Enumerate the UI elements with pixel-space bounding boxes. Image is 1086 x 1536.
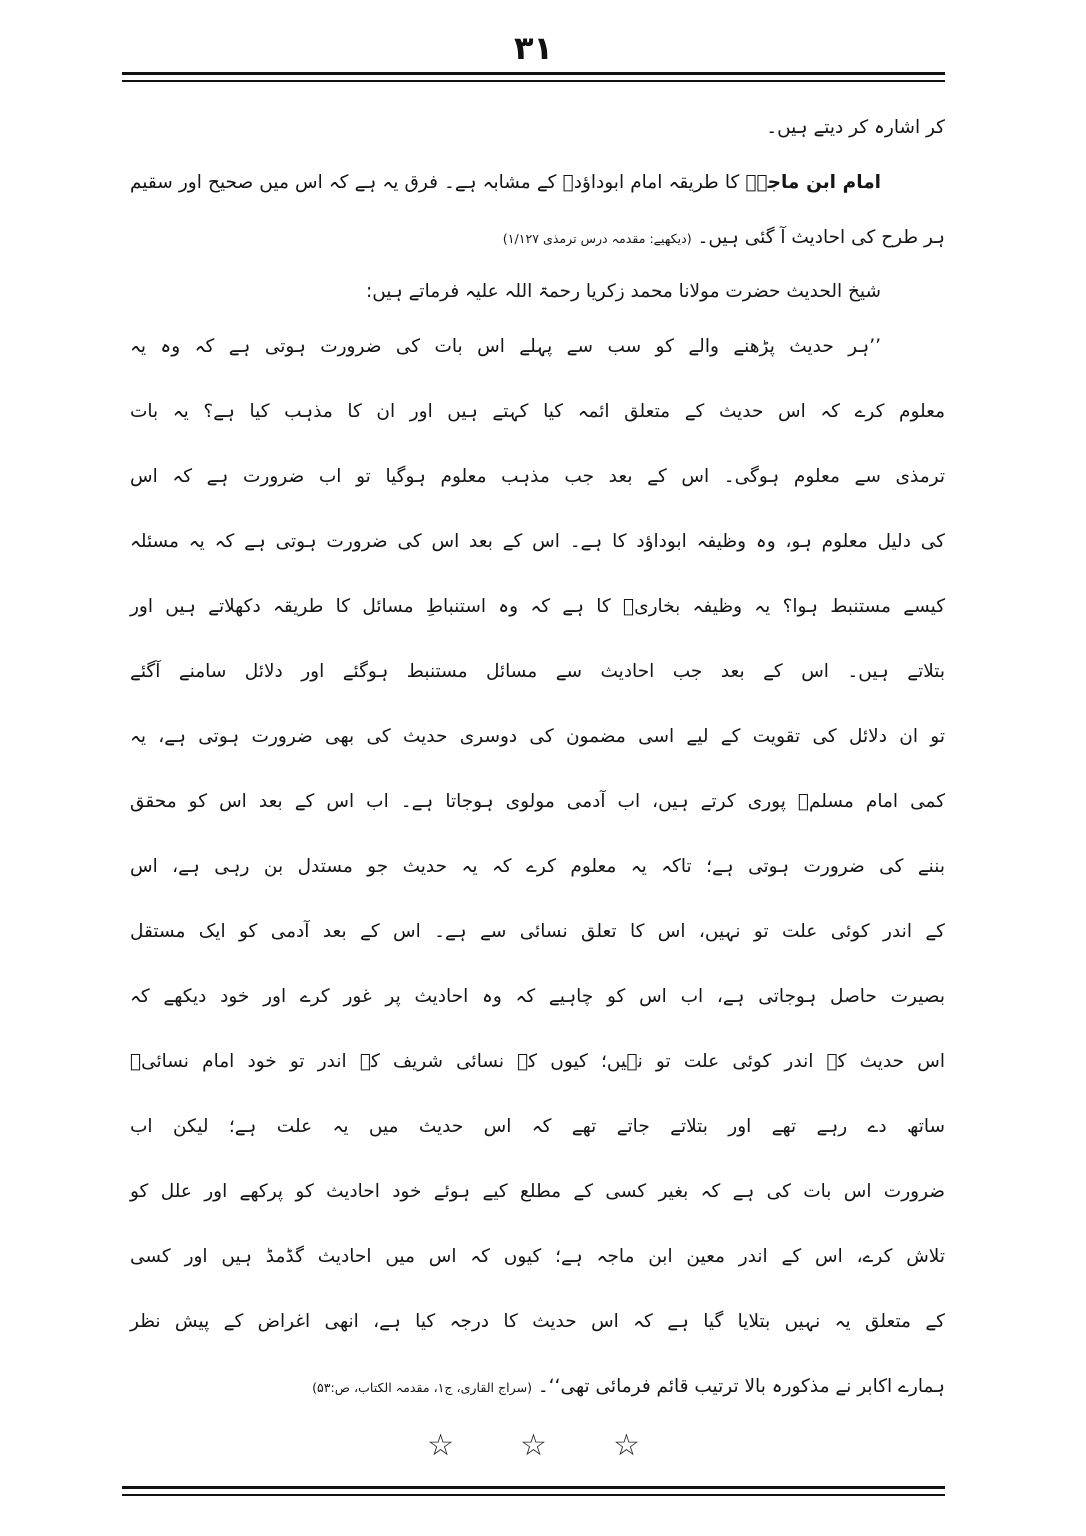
top-double-rule bbox=[122, 72, 945, 82]
section-end-ornament bbox=[122, 1422, 945, 1468]
star-ornament-icon: ☆ bbox=[612, 1427, 640, 1463]
quote-line: معلوم کرے کہ اس حدیث کے متعلق ائمہ کیا کہتے ہیں اور ان کا مذہب کیا ہے؟ یہ بات bbox=[130, 401, 945, 422]
quote-line: ساتھ دے رہے تھے اور بتلاتے جاتے تھے کہ اس حدیث میں یہ علت ہے؛ لیکن اب bbox=[130, 1116, 945, 1137]
quote-line: ’’ہر حدیث پڑھنے والے کو سب سے پہلے اس بات کی ضرورت ہوتی ہے کہ وہ یہ bbox=[130, 336, 881, 357]
quote-intro-line: شیخ الحدیث حضرت مولانا محمد زکریا رحمۃ اللہ علیہ فرماتے ہیں: bbox=[365, 281, 881, 302]
citation-siraj-ul-qari: (سراج القاری، ج۱، مقدمہ الکتاب، ص:۵۳) bbox=[312, 1380, 533, 1395]
quote-line: تو ان دلائل کی تقویت کے لیے اسی مضمون کی دوسری حدیث کی بھی ضرورت ہوتی ہے، یہ bbox=[130, 726, 945, 747]
ibn-majah-line-1 bbox=[130, 155, 945, 211]
bottom-double-rule bbox=[122, 1486, 945, 1496]
quote-line: ترمذی سے معلوم ہوگی۔ اس کے بعد جب مذہب معلوم ہوگیا تو اب ضرورت ہے کہ اس bbox=[130, 466, 945, 487]
quote-line: کے اندر کوئی علت تو نہیں، اس کا تعلق نسائی سے ہے۔ اس کے بعد آدمی کو ایک مستقل bbox=[130, 921, 945, 942]
quote-line: ضرورت اس بات کی ہے کہ بغیر کسی کے مطلع کیے ہوئے خود احادیث کو پرکھے اور علل کو bbox=[130, 1181, 945, 1202]
ibn-majah-name: امام ابن ماجہؒ bbox=[745, 172, 881, 193]
quote-line: کمی امام مسلمؒ پوری کرتے ہیں، اب آدمی مولوی ہوجاتا ہے۔ اب اس کے بعد اس کو محقق bbox=[130, 791, 945, 812]
quote-last-line bbox=[130, 1359, 945, 1415]
quote-line: کیسے مستنبط ہوا؟ یہ وظیفہ بخاریؒ کا ہے کہ وہ استنباطِ مسائل کا طریقہ دکھلاتے ہیں اور bbox=[130, 596, 945, 617]
ibn-majah-line-1-text: کا طریقہ امام ابوداؤدؒ کے مشابہ ہے۔ فرق یہ ہے کہ اس میں صحیح اور سقیم bbox=[130, 172, 740, 193]
star-ornament-icon: ☆ bbox=[427, 1427, 455, 1463]
quote-line: کے متعلق یہ نہیں بتلایا گیا ہے کہ اس حدیث کا درجہ کیا ہے، انھی اغراض کے پیش نظر bbox=[130, 1311, 945, 1332]
quote-line: کی دلیل معلوم ہو، وہ وظیفہ ابوداؤد کا ہے۔ اس کے بعد اس کی ضرورت ہوتی ہے کہ یہ مسئلہ bbox=[130, 531, 945, 552]
star-ornament-icon: ☆ bbox=[520, 1427, 547, 1463]
quote-last-line-text: ہمارے اکابر نے مذکورہ بالا ترتیب قائم فرمائی تھی‘‘۔ bbox=[537, 1376, 945, 1397]
quote-line: اس حدیث کے اندر کوئی علت تو نہیں؛ کیوں کہ نسائی شریف کے اندر تو خود امام نسائیؒ bbox=[130, 1051, 945, 1072]
quote-line: بننے کی ضرورت ہوتی ہے؛ تاکہ یہ معلوم کرے کہ یہ حدیث جو مستدل بن رہی ہے، اس bbox=[130, 856, 945, 877]
quote-line: بتلاتے ہیں۔ اس کے بعد جب احادیث سے مسائل مستنبط ہوگئے اور دلائل سامنے آگئے bbox=[130, 661, 945, 682]
ibn-majah-line-2 bbox=[130, 210, 945, 266]
paragraph-closing-line: کر اشارہ کر دیتے ہیں۔ bbox=[766, 117, 945, 138]
quote-line: تلاش کرے، اس کے اندر معین ابن ماجہ ہے؛ کیوں کہ اس میں احادیث گڈمڈ ہیں اور کسی bbox=[130, 1246, 945, 1267]
ibn-majah-line-2-text: ہر طرح کی احادیث آ گئی ہیں۔ bbox=[697, 227, 945, 248]
page-number: ۳۱ bbox=[513, 29, 554, 67]
quote-line: بصیرت حاصل ہوجاتی ہے، اب اس کو چاہیے کہ وہ احادیث پر غور کرے اور خود دیکھے کہ bbox=[130, 986, 945, 1007]
citation-darse-tirmidhi: (دیکھیے: مقدمہ درس ترمذی ۱/۱۲۷) bbox=[502, 231, 692, 246]
